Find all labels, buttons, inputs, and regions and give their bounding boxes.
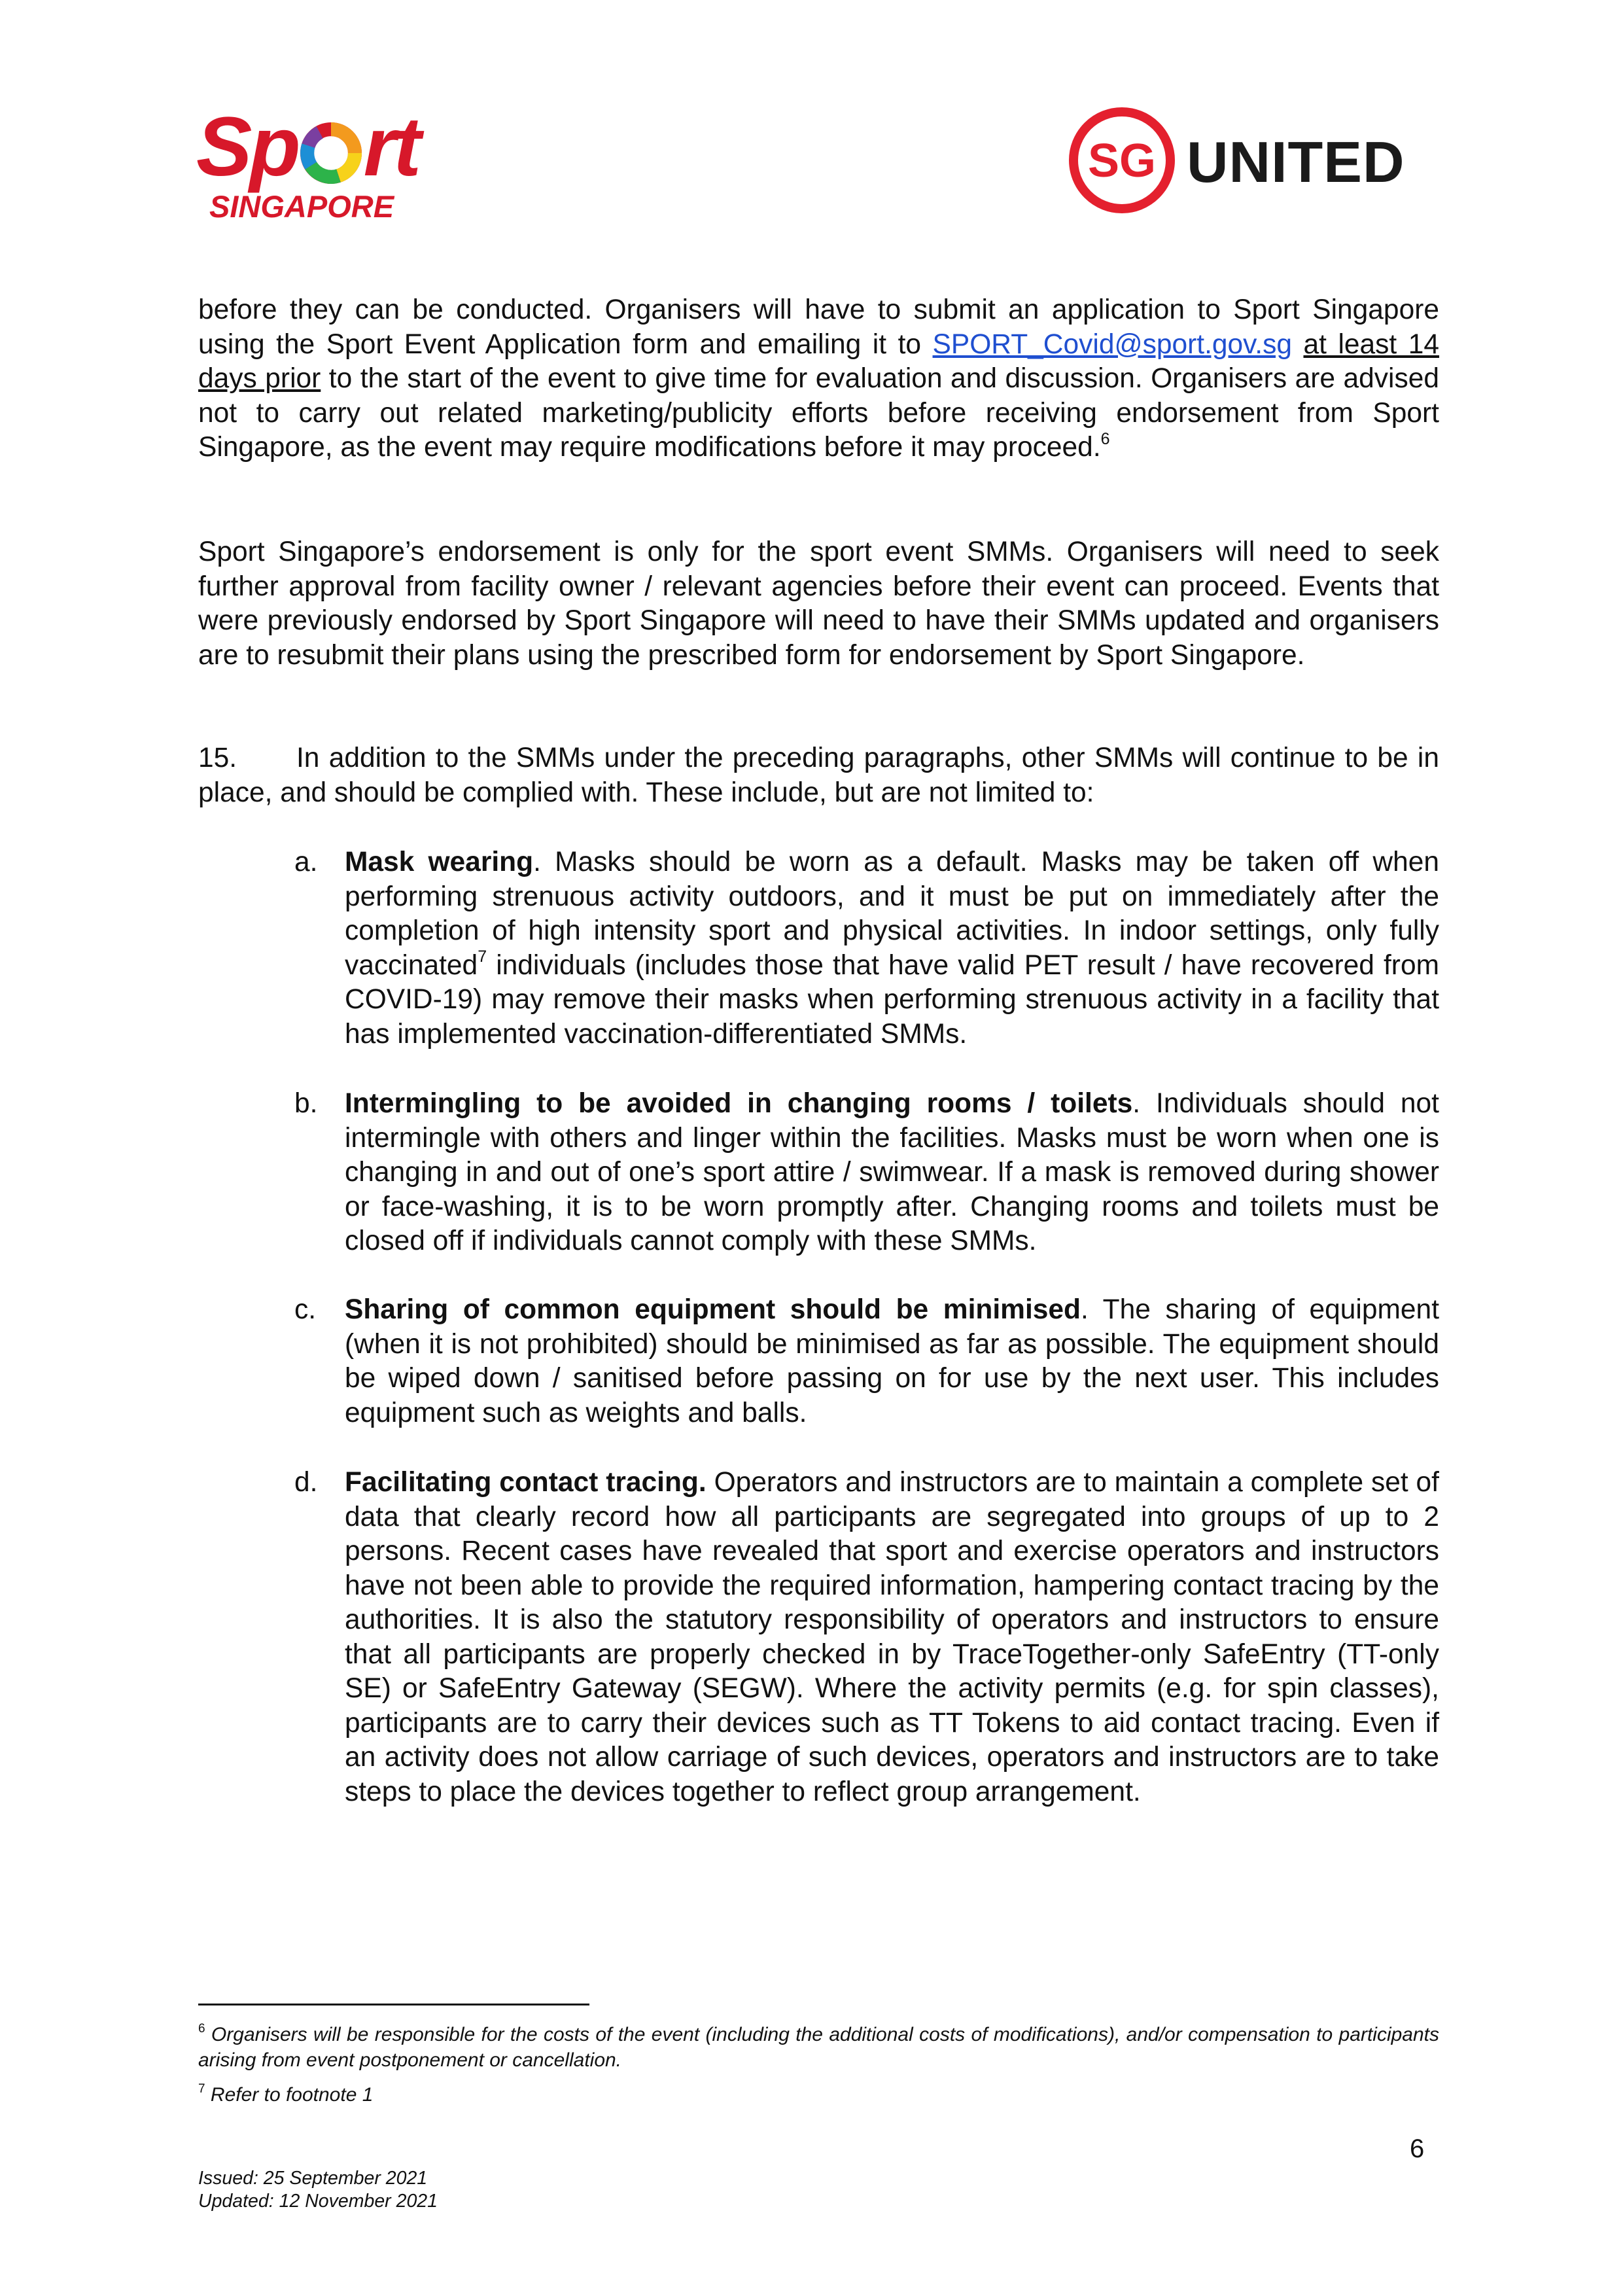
sport-wordmark-left: Sp (196, 100, 298, 194)
updated-date: Updated: 12 November 2021 (198, 2191, 438, 2212)
paragraph-15 (198, 741, 1439, 810)
sport-wordmark-right: rt (363, 100, 419, 194)
list-item-text-b: individuals (includes those that have valid PET result / have recovered from COVID-19) may remove their masks when performing strenuous activity in a facility that has implemented vaccination-differentiated SMMs. (345, 949, 1439, 1050)
sport-singapore-logo (196, 100, 458, 229)
sg-united-logo (1066, 105, 1433, 216)
paragraph-15-text: In addition to the SMMs under the preceding paragraphs, other SMMs will continue to be in place, and should be complied with. These include, but are not limited to: (198, 743, 1439, 808)
paragraph-endorsement: Sport Singapore’s endorsement is only for the sport event SMMs. Organisers will need to seek further approval from facility owner / relevant agencies before their event can proceed. Events that were previously endorsed by Sport Singapore will need to have their SMMs updated and organisers are to resubmit their plans using the prescribed form for endorsement by Sport Singapore. (198, 537, 1439, 671)
sport-wordmark (196, 100, 419, 194)
p1-text-a: before they can be conducted. Organisers will have to submit an application to Sport Singapore using the Sport Event Application form and emailing it to (198, 294, 1439, 360)
list-item-body (345, 1466, 1439, 1809)
issue-dates (198, 2167, 438, 2213)
list-item-letter: d. (294, 1467, 318, 1498)
list-item-body (345, 1293, 1439, 1430)
p1-deadline: at least 14 days prior (198, 328, 1440, 394)
list-item-heading: Facilitating contact tracing. (345, 1467, 707, 1498)
list-item-letter: b. (294, 1088, 318, 1119)
list-item-text: . Individuals should not intermingle with others and linger within the facilities. Masks must be worn when one is changing in and out of one’s sport attire / swimwear. If a mask is removed during shower or face-washing, it is to be worn promptly after. Changing rooms and toilets must be closed off if individuals cannot comply with these SMMs. (345, 1088, 1439, 1256)
list-item-heading: Mask wearing (345, 847, 534, 877)
list-item-text-a: . Masks should be worn as a default. Masks may be taken off when performing strenuous activity outdoors, and it must be put on immediately after the completion of high intensity sport and physical activities. In indoor settings, only fully vaccinated (345, 847, 1439, 981)
list-item-body (345, 845, 1439, 1051)
list-item-text: Operators and instructors are to maintain a complete set of data that clearly record how all participants are segregated into groups of up to 2 persons. Recent cases have revealed that sport and exercise operators and instructors have not been able to provide the required information, hampering contact tracing by the authorities. It is also the statutory responsibility of operators and instructors to ensure that all participants are properly checked in by TraceTogether-only SafeEntry (TT-only SE) or SafeEntry Gateway (SEGW). Where the activity permits (e.g. for spin classes), participants are to carry their devices such as TT Tokens to aid contact tracing. Even if an activity does not allow carriage of such devices, operators and instructors are to take steps to place the devices together to reflect group arrangement. (345, 1467, 1439, 1807)
paragraph-event-application (198, 293, 1439, 465)
paragraph-15-number: 15. (198, 743, 237, 773)
sport-o-swirl-icon (300, 119, 362, 187)
sg-badge-icon (1066, 105, 1178, 216)
list-item-body (345, 1087, 1439, 1259)
footnote-number: 6 (198, 2022, 205, 2036)
issued-date: Issued: 25 September 2021 (198, 2168, 428, 2189)
footnote-text: Organisers will be responsible for the costs of the event (including the additional costs of modifications), and/or compensation to participants arising from event postponement or cancellation. (198, 2024, 1439, 2071)
list-item-heading: Sharing of common equipment should be minimised (345, 1294, 1081, 1325)
footnote-text: Refer to footnote 1 (205, 2084, 374, 2106)
list-item-letter: a. (294, 847, 318, 877)
sg-badge-text: SG (1087, 135, 1157, 187)
email-link[interactable]: SPORT_Covid@sport.gov.sg (932, 328, 1292, 360)
footnote-number: 7 (198, 2082, 205, 2096)
list-item-text: . The sharing of equipment (when it is not prohibited) should be minimised as far as possible. The equipment should be wiped down / sanitised before passing on for use by the next user. This includes equipment such as weights and balls. (345, 1294, 1439, 1428)
footnote-6 (198, 2022, 1439, 2073)
page-number: 6 (1410, 2134, 1425, 2163)
footnote-7 (198, 2082, 1439, 2108)
sg-united-wordmark: UNITED (1187, 130, 1405, 194)
sport-logo-subtitle: SINGAPORE (209, 189, 394, 224)
p1-text-b: to the start of the event to give time for evaluation and discussion. Organisers are advised not to carry out related marketing/publicity efforts before receiving endorsement from Sport Singapore, as the event may require modifications before it may proceed. (198, 363, 1439, 463)
footnote-divider (198, 2004, 589, 2005)
list-item-heading: Intermingling to be avoided in changing rooms / toilets (345, 1088, 1133, 1119)
footnote-ref-6: 6 (1100, 429, 1110, 448)
list-item-letter: c. (294, 1294, 317, 1325)
footnote-ref-7: 7 (478, 947, 487, 966)
